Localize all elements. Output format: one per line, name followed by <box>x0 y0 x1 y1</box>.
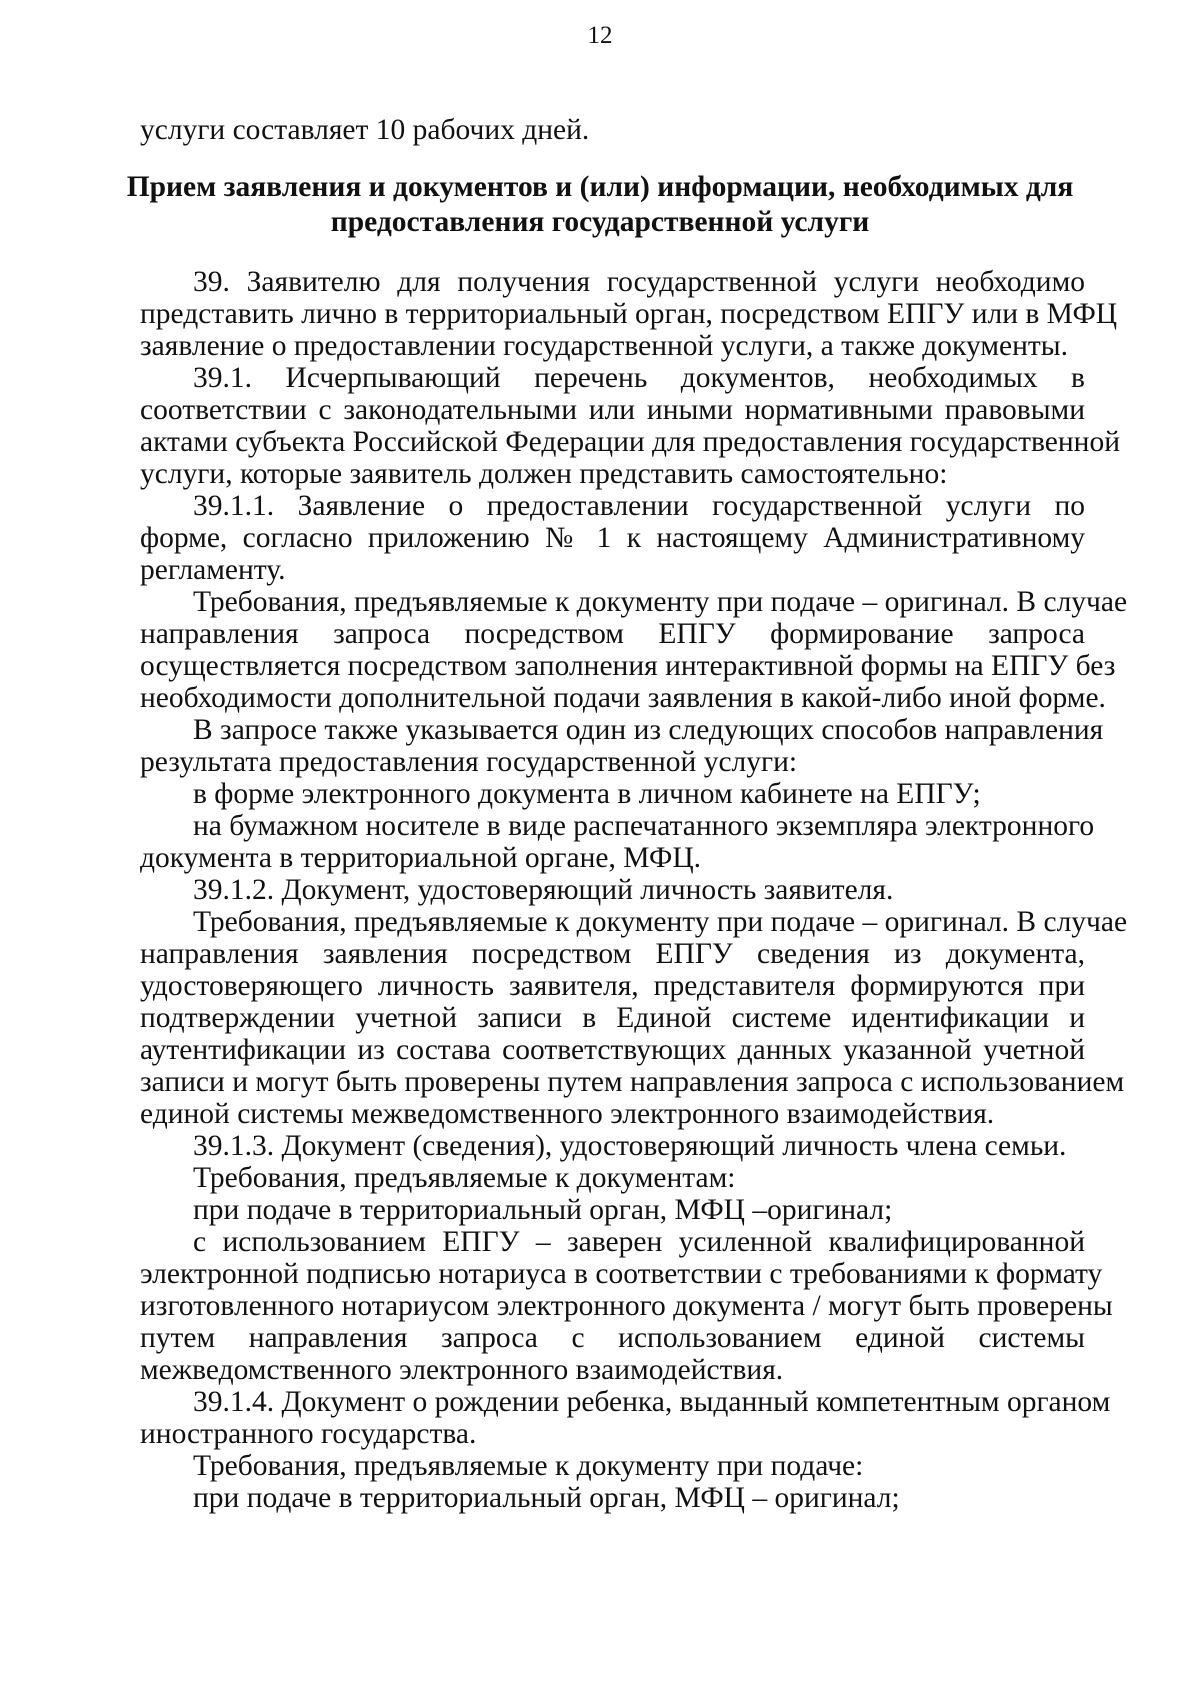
paragraph-line: заявление о предоставлении государственной услуги, а также документы. <box>140 330 1068 362</box>
paragraph-line: осуществляется посредством заполнения интерактивной формы на ЕПГУ без <box>140 650 1116 682</box>
section-heading: предоставления государственной услуги <box>330 206 870 238</box>
paragraph-line: при подаче в территориальный орган, МФЦ – оригинал; <box>193 1482 900 1514</box>
paragraph-line: услуги, которые заявитель должен представить самостоятельно: <box>140 458 948 490</box>
paragraph-line: 39.1. Исчерпывающий перечень документов, необходимых в <box>193 362 1085 394</box>
paragraph-line: регламенту. <box>140 554 286 586</box>
paragraph-line: Требования, предъявляемые к документу при подаче: <box>193 1450 864 1482</box>
paragraph-line: аутентификации из состава соответствующих данных указанной учетной <box>140 1034 1085 1066</box>
paragraph-line: представить лично в территориальный орган, посредством ЕПГУ или в МФЦ <box>140 298 1118 330</box>
text-line: услуги составляет 10 рабочих дней. <box>140 114 590 146</box>
paragraph-line: удостоверяющего личность заявителя, представителя формируются при <box>140 970 1085 1002</box>
paragraph-line: 39. Заявителю для получения государственной услуги необходимо <box>193 266 1085 298</box>
paragraph-line: подтверждении учетной записи в Единой системе идентификации и <box>140 1002 1085 1034</box>
paragraph-line: направления запроса посредством ЕПГУ формирование запроса <box>140 618 1085 650</box>
paragraph-line: соответствии с законодательными или иными нормативными правовыми <box>140 394 1085 426</box>
paragraph-line: 39.1.1. Заявление о предоставлении государственной услуги по <box>193 490 1085 522</box>
paragraph-line: 39.1.2. Документ, удостоверяющий личность заявителя. <box>193 874 894 906</box>
paragraph-line: результата предоставления государственной услуги: <box>140 746 798 778</box>
paragraph-line: в форме электронного документа в личном кабинете на ЕПГУ; <box>193 778 981 810</box>
paragraph-line: 39.1.4. Документ о рождении ребенка, выданный компетентным органом <box>193 1386 1111 1418</box>
paragraph-line: иностранного государства. <box>140 1418 477 1450</box>
paragraph-line: при подаче в территориальный орган, МФЦ –оригинал; <box>193 1194 893 1226</box>
paragraph-line: изготовленного нотариусом электронного документа / могут быть проверены <box>140 1290 1113 1322</box>
paragraph-line: необходимости дополнительной подачи заявления в какой-либо иной форме. <box>140 682 1106 714</box>
paragraph-line: единой системы межведомственного электронного взаимодействия. <box>140 1098 995 1130</box>
paragraph-line: 39.1.3. Документ (сведения), удостоверяющий личность члена семьи. <box>193 1130 1067 1162</box>
page-number: 12 <box>587 22 613 49</box>
paragraph-line: записи и могут быть проверены путем направления запроса с использованием <box>140 1066 1125 1098</box>
paragraph-line: межведомственного электронного взаимодействия. <box>140 1354 784 1386</box>
paragraph-line: Требования, предъявляемые к документу при подаче – оригинал. В случае <box>193 586 1128 618</box>
paragraph-line: актами субъекта Российской Федерации для предоставления государственной <box>140 426 1120 458</box>
paragraph-line: с использованием ЕПГУ – заверен усиленной квалифицированной <box>193 1226 1085 1258</box>
paragraph-line: электронной подписью нотариуса в соответствии с требованиями к формату <box>140 1258 1103 1290</box>
paragraph-line: документа в территориальной органе, МФЦ. <box>140 842 702 874</box>
paragraph-line: Требования, предъявляемые к документу при подаче – оригинал. В случае <box>193 906 1128 938</box>
section-heading: Прием заявления и документов и (или) информации, необходимых для <box>126 171 1074 203</box>
paragraph-line: путем направления запроса с использованием единой системы <box>140 1322 1085 1354</box>
paragraph-line: Требования, предъявляемые к документам: <box>193 1162 736 1194</box>
paragraph-line: направления заявления посредством ЕПГУ сведения из документа, <box>140 938 1085 970</box>
paragraph-line: на бумажном носителе в виде распечатанного экземпляра электронного <box>193 810 1095 842</box>
paragraph-line: В запросе также указывается один из следующих способов направления <box>193 714 1104 746</box>
paragraph-line: форме, согласно приложению № 1 к настоящему Административному <box>140 522 1085 554</box>
